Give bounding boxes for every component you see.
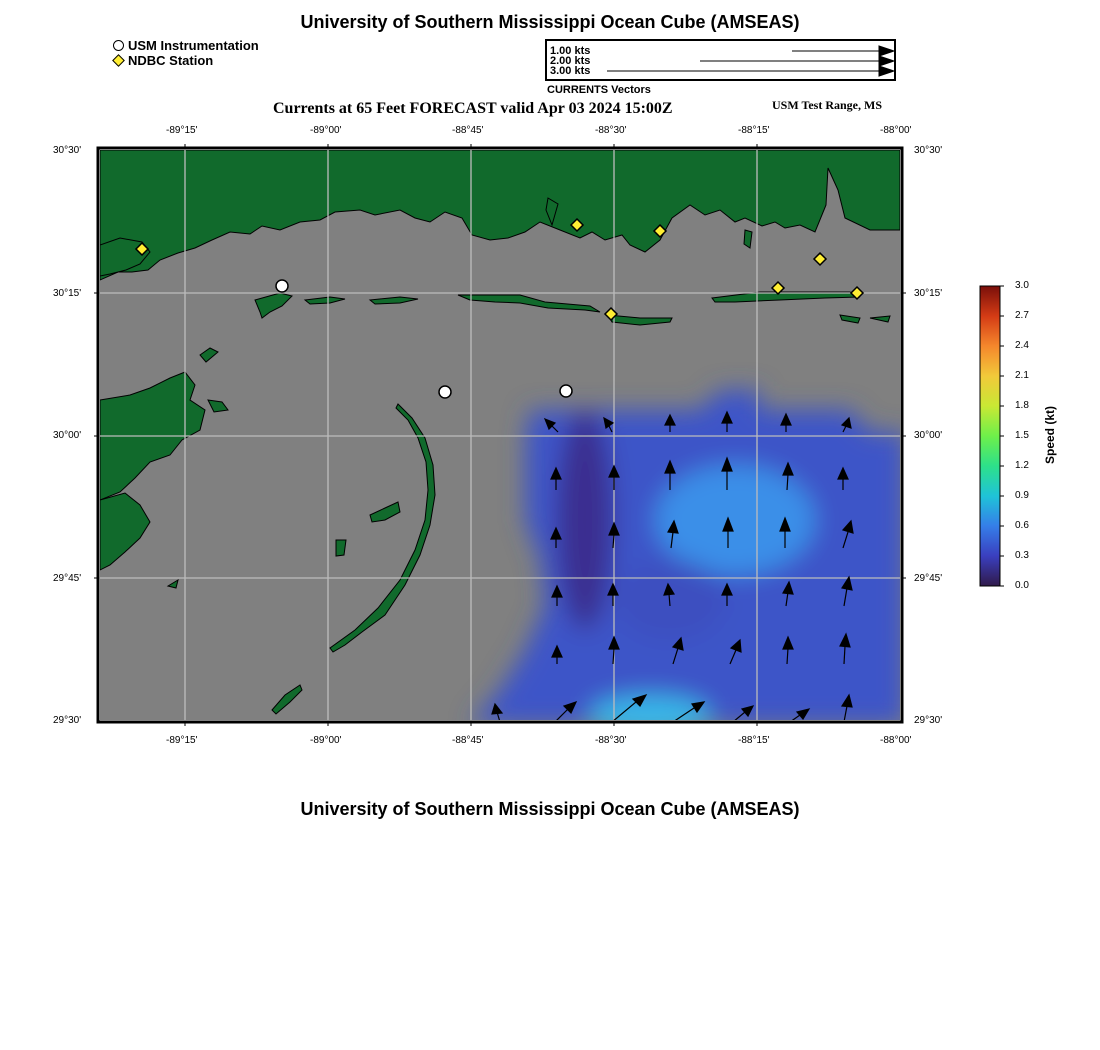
colorbar-tick: 2.4: [1015, 340, 1029, 351]
currents-map: [92, 142, 910, 730]
map-subtitle: Currents at 65 Feet FORECAST valid Apr 03 2024 15:00Z: [273, 100, 673, 117]
marsh-islet: [336, 540, 346, 556]
footer-title: University of Southern Mississippi Ocean Cube (AMSEAS): [300, 799, 800, 819]
vector-scale-3: 3.00 kts: [550, 65, 591, 77]
chart-title: University of Southern Mississippi Ocean Cube (AMSEAS): [300, 12, 800, 32]
lon-tick-top: -88°15': [738, 125, 770, 136]
colorbar-tick: 0.0: [1015, 580, 1029, 591]
diamond-icon: [112, 54, 125, 67]
colorbar-tick: 0.3: [1015, 550, 1029, 561]
vector-scale-box: [545, 39, 896, 81]
vector-scale-1: 1.00 kts: [550, 45, 591, 57]
colorbar-tick: 3.0: [1015, 280, 1029, 291]
legend-ndbc-label: NDBC Station: [128, 53, 214, 68]
lon-tick-top: -88°45': [452, 125, 484, 136]
lon-tick-top: -89°00': [310, 125, 342, 136]
lon-tick-bottom: -89°00': [310, 735, 342, 746]
colorbar-tick: 1.5: [1015, 430, 1029, 441]
lat-tick-left: 30°00': [53, 430, 82, 441]
colorbar-tick: 0.6: [1015, 520, 1029, 531]
colorbar-tick: 2.1: [1015, 370, 1029, 381]
usm-station: [276, 280, 288, 292]
vector-scale-2: 2.00 kts: [550, 55, 591, 67]
usm-station: [439, 386, 451, 398]
legend-usm: [113, 38, 259, 53]
speed-colorbar: [972, 280, 1012, 592]
colorbar-tick: 0.9: [1015, 490, 1029, 501]
lat-tick-right: 30°30': [914, 145, 943, 156]
lat-tick-right: 30°00': [914, 430, 943, 441]
region-label: USM Test Range, MS: [772, 98, 883, 112]
legend-ndbc: [113, 53, 213, 68]
lon-tick-top: -88°30': [595, 125, 627, 136]
colorbar-label: Speed (kt): [1043, 406, 1057, 465]
colorbar-tick: 1.2: [1015, 460, 1029, 471]
lon-tick-bottom: -89°15': [166, 735, 198, 746]
lat-tick-left: 30°30': [53, 145, 82, 156]
lat-tick-left: 29°45': [53, 573, 82, 584]
legend-usm-label: USM Instrumentation: [128, 38, 259, 53]
lon-tick-bottom: -88°30': [595, 735, 627, 746]
lat-tick-right: 29°45': [914, 573, 943, 584]
lon-tick-top: -88°00': [880, 125, 912, 136]
marsh-islet: [744, 230, 752, 248]
vector-caption: CURRENTS Vectors: [547, 84, 651, 96]
lon-tick-top: -89°15': [166, 125, 198, 136]
circle-icon: [113, 40, 124, 51]
usm-station: [560, 385, 572, 397]
lon-tick-bottom: -88°45': [452, 735, 484, 746]
lat-tick-right: 29°30': [914, 715, 943, 726]
lat-tick-left: 29°30': [53, 715, 82, 726]
lat-tick-left: 30°15': [53, 288, 82, 299]
vector-scale-arrows: [547, 41, 894, 79]
lon-tick-bottom: -88°15': [738, 735, 770, 746]
lat-tick-right: 30°15': [914, 288, 943, 299]
colorbar-tick: 2.7: [1015, 310, 1029, 321]
lon-tick-bottom: -88°00': [880, 735, 912, 746]
colorbar-tick: 1.8: [1015, 400, 1029, 411]
